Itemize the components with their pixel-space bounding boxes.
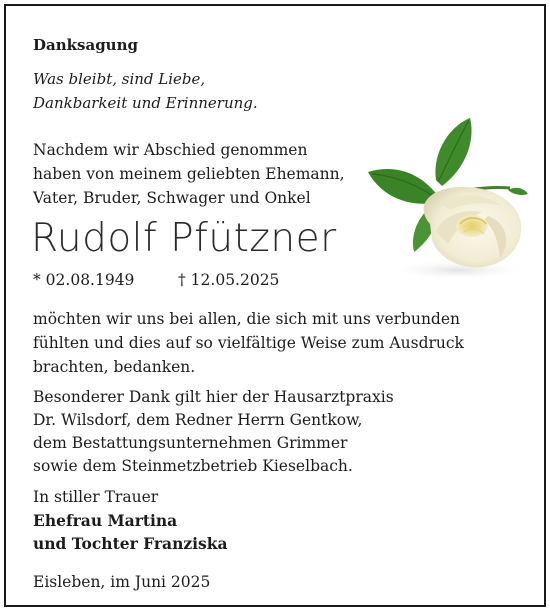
obituary-card bbox=[4, 4, 546, 607]
birth-date: * 02.08.1949 bbox=[33, 271, 135, 289]
thanks-line-3: brachten, bedanken. bbox=[33, 358, 196, 376]
deceased-name: Rudolf Pfützner bbox=[31, 216, 337, 261]
intro-line-2: haben von meinem geliebten Ehemann, bbox=[33, 165, 345, 183]
quote-line-1: Was bleibt, sind Liebe, bbox=[33, 70, 206, 88]
special-line-2: Dr. Wilsdorf, dem Redner Herrn Gentkow, bbox=[33, 411, 363, 429]
death-date: † 12.05.2025 bbox=[178, 271, 280, 289]
special-line-1: Besonderer Dank gilt hier der Hausarztpraxis bbox=[33, 388, 394, 406]
thanks-line-2: fühlten und dies auf so vielfältige Weise zum Ausdruck bbox=[33, 334, 464, 352]
special-line-3: dem Bestattungsunternehmen Grimmer bbox=[33, 434, 348, 452]
heading: Danksagung bbox=[33, 36, 138, 54]
quote-line-2: Dankbarkeit und Erinnerung. bbox=[33, 94, 258, 112]
place-date: Eisleben, im Juni 2025 bbox=[33, 573, 211, 591]
mourners-intro: In stiller Trauer bbox=[33, 488, 159, 506]
mourner-daughter: und Tochter Franziska bbox=[33, 534, 228, 553]
thanks-line-1: möchten wir uns bei allen, die sich mit uns verbunden bbox=[33, 310, 460, 328]
mourner-wife: Ehefrau Martina bbox=[33, 511, 178, 530]
intro-line-3: Vater, Bruder, Schwager und Onkel bbox=[33, 189, 311, 207]
white-rose-icon bbox=[338, 112, 538, 282]
special-line-4: sowie dem Steinmetzbetrieb Kieselbach. bbox=[33, 457, 353, 475]
intro-line-1: Nachdem wir Abschied genommen bbox=[33, 141, 308, 159]
